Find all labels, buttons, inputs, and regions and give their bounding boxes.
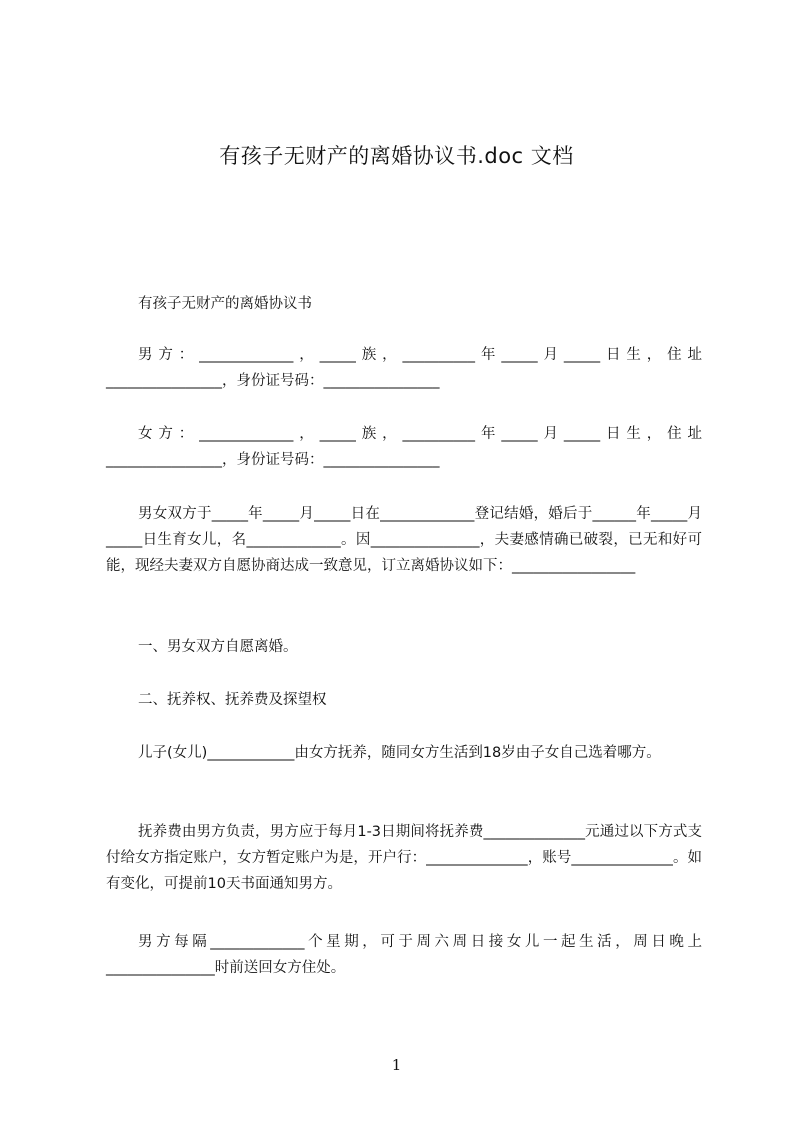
clause-custody-heading: 二、抚养权、抚养费及探望权 — [138, 692, 327, 708]
marriage-details: 男女双方于_____年_____月_____日在_____________登记结婚，婚后于______年_____月_____日生育女儿，名_____________。因_______________，夫妻感情确已破裂，已无和好可能，现经夫妻双方自愿协商达成一致意见，订立离婚协议如下：_________________ — [106, 506, 702, 574]
custody-paragraph: 儿子(女儿)____________由女方抚养，随同女方生活到18岁由子女自己选着哪方。 — [138, 745, 661, 761]
page-number: 1 — [391, 1056, 402, 1074]
clause-divorce-consent: 一、男女双方自愿离婚。 — [138, 639, 298, 655]
visitation-paragraph: 男方每隔_____________个星期，可于周六周日接女儿一起生活，周日晚上_______________时前送回女方住处。 — [106, 934, 702, 976]
document-title: 有孩子无财产的离婚协议书.doc 文档 — [219, 144, 574, 168]
male-party-info: 男方：_____________，_____族，__________年_____月_____日生，住址________________，身份证号码：________________ — [106, 347, 702, 389]
child-support-paragraph: 抚养费由男方负责，男方应于每月1-3日期间将抚养费______________元通过以下方式支付给女方指定账户，女方暂定账户为是，开户行：______________，账号______________。如有变化，可提前10天书面通知男方。 — [106, 824, 702, 892]
female-party-info: 女方：_____________，_____族，__________年_____月_____日生，住址________________，身份证号码：________________ — [106, 426, 702, 468]
agreement-heading: 有孩子无财产的离婚协议书 — [138, 296, 312, 312]
